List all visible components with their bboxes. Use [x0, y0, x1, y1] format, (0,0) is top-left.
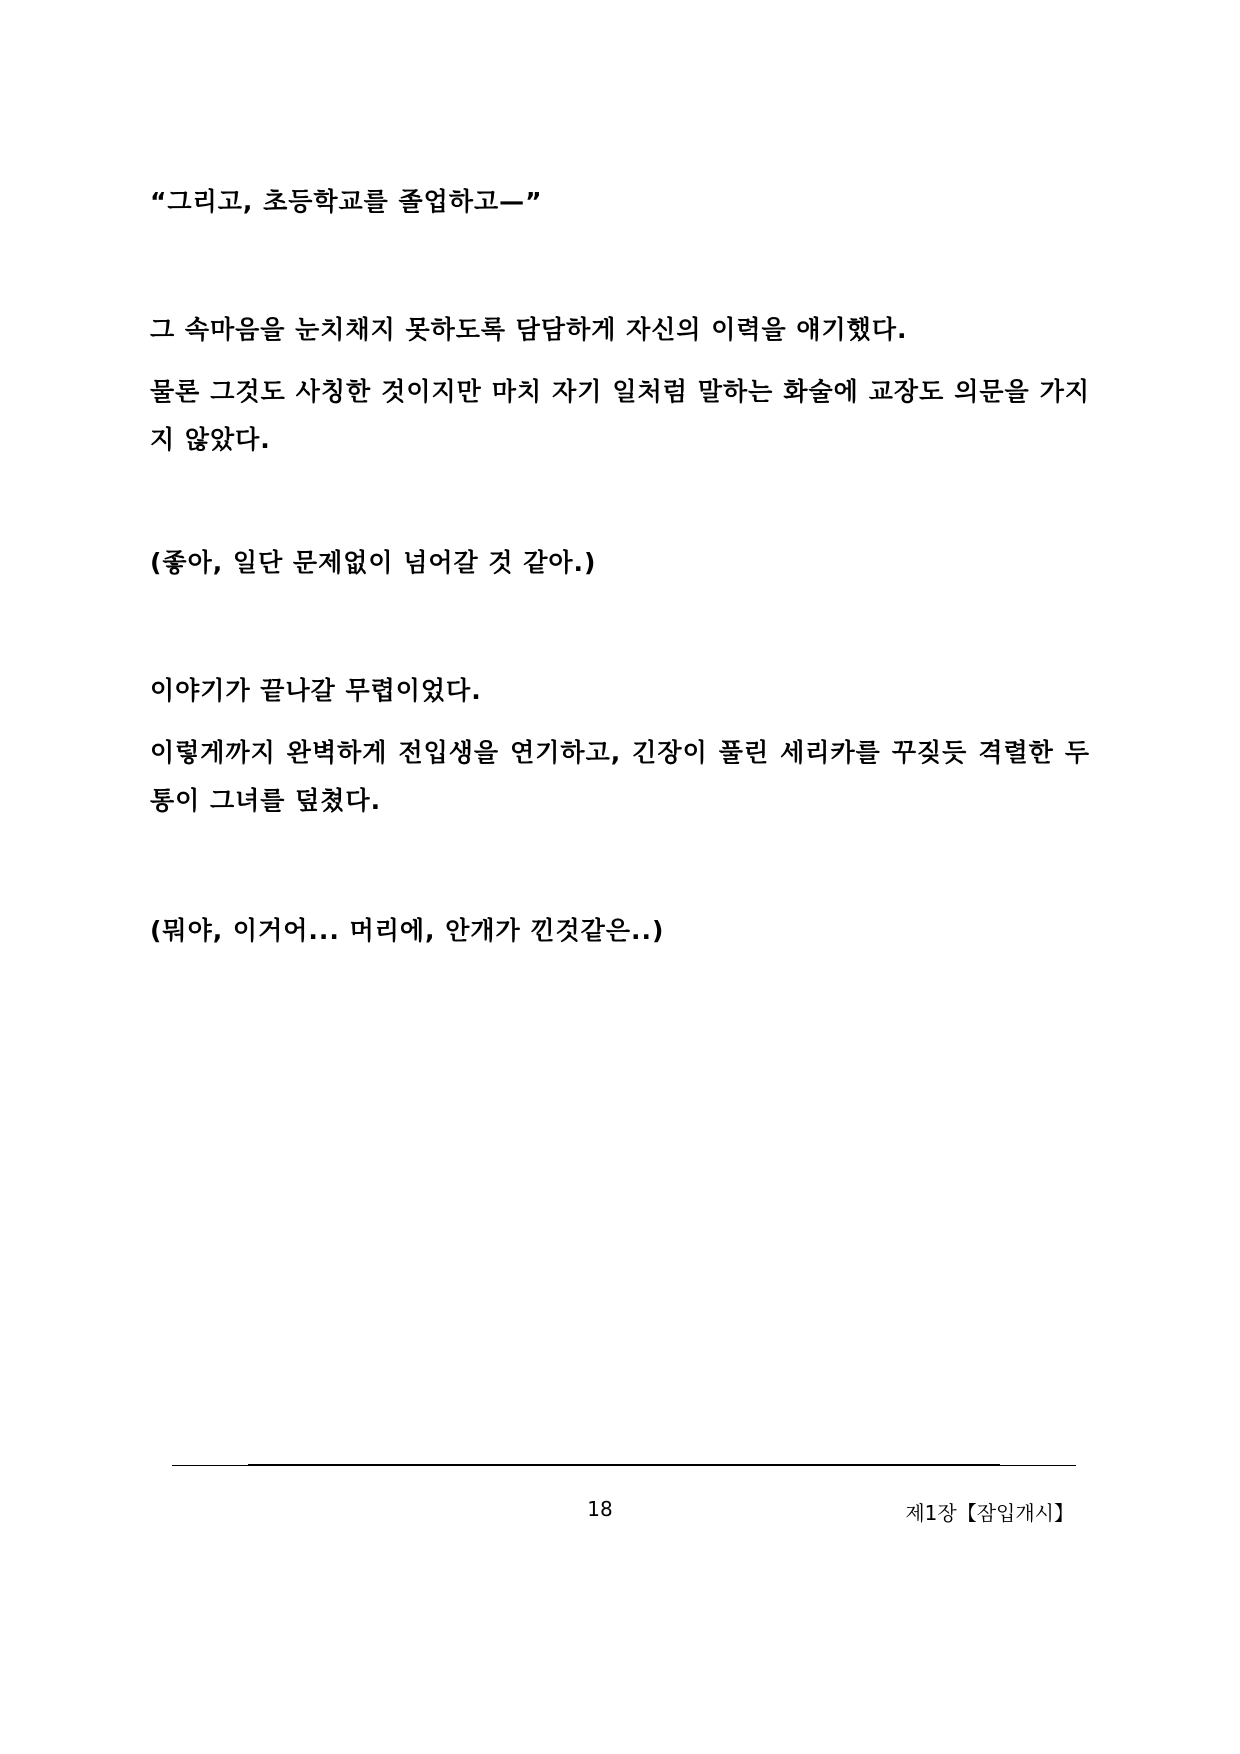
paragraph-narration-principal: 물론 그것도 사칭한 것이지만 마치 자기 일처럼 말하는 화술에 교장도 의문을 가지지 않았다.: [150, 377, 1090, 454]
page-number: 18: [587, 1497, 613, 1521]
chapter-title: 제1장【잠입개시】: [905, 1501, 1074, 1525]
paragraph-thought-fog: (뭐야, 이거어... 머리에, 안개가 낀것같은..): [150, 916, 665, 945]
paragraph-narration-history: 그 속마음을 눈치채지 못하도록 담담하게 자신의 이력을 얘기했다.: [150, 315, 908, 344]
footer-divider-accent: [248, 1464, 1000, 1466]
paragraph-narration-headache: 이렇게까지 완벽하게 전입생을 연기하고, 긴장이 풀린 세리카를 꾸짖듯 격렬한 두통이 그녀를 덮쳤다.: [150, 738, 1090, 815]
paragraph-thought-relief: (좋아, 일단 문제없이 넘어갈 것 같아.): [150, 548, 597, 577]
paragraph-narration-ending: 이야기가 끝나갈 무렵이었다.: [150, 676, 482, 705]
paragraph-dialogue-graduation: “그리고, 초등학교를 졸업하고—”: [150, 187, 543, 216]
